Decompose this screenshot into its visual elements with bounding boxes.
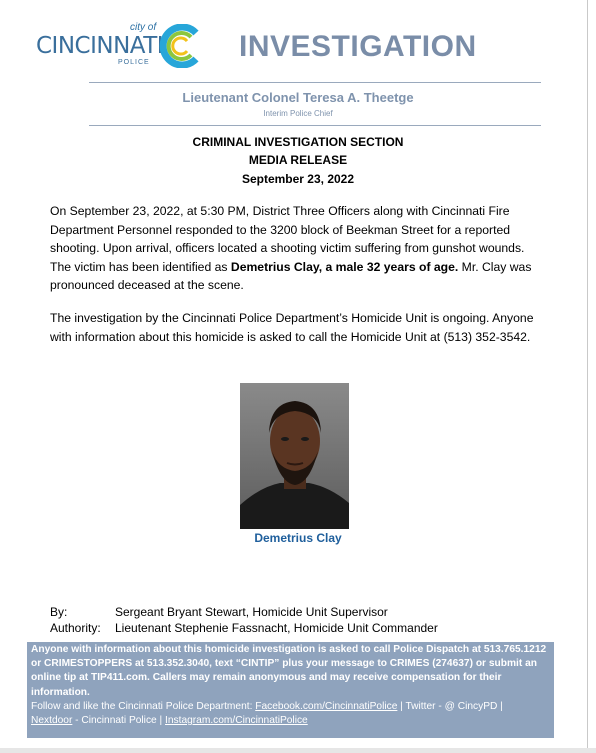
nextdoor-link[interactable]: Nextdoor bbox=[31, 715, 73, 727]
portrait-image bbox=[240, 383, 349, 529]
footer-line bbox=[31, 657, 551, 671]
footer-social-line bbox=[31, 714, 551, 728]
signature-authority bbox=[50, 621, 438, 635]
paragraph-line: with information about this homicide is asked to call the Homicide Unit at (513) 352-3542. bbox=[50, 329, 531, 344]
page-title: INVESTIGATION bbox=[239, 30, 477, 63]
chief-title: Interim Police Chief bbox=[263, 109, 333, 118]
victim-followup: Mr. Clay was bbox=[458, 259, 532, 274]
paragraph-line bbox=[50, 258, 550, 277]
header-divider bbox=[89, 125, 541, 126]
chief-name: Lieutenant Colonel Teresa A. Theetge bbox=[182, 90, 414, 105]
signature-by bbox=[50, 605, 388, 619]
authority-value: Lieutenant Stephenie Fassnacht, Homicide Unit Commander bbox=[115, 621, 438, 635]
footer-line bbox=[31, 686, 551, 700]
logo-name: CINCINNATI bbox=[36, 33, 164, 59]
nextdoor-text: - Cincinnati Police | bbox=[72, 715, 166, 727]
footer-tip-line: information. bbox=[31, 686, 90, 698]
footer-line bbox=[31, 671, 551, 685]
twitter-handle-link[interactable]: CincyPD bbox=[457, 700, 498, 712]
section-heading: CRIMINAL INVESTIGATION SECTION bbox=[192, 135, 404, 149]
footer-tip-line: or CRIMESTOPPERS at 513.352.3040, text “CINTIP” plus your message to CRIMES (274637) or submit an bbox=[31, 658, 537, 670]
by-value: Sergeant Bryant Stewart, Homicide Unit Supervisor bbox=[115, 605, 388, 619]
photo-caption: Demetrius Clay bbox=[254, 531, 342, 545]
twitter-label: | Twitter - @ bbox=[397, 700, 458, 712]
victim-intro: The victim has been identified as bbox=[50, 259, 231, 274]
footer-social-line bbox=[31, 700, 551, 714]
facebook-link[interactable]: Facebook.com/CincinnatiPolice bbox=[255, 700, 398, 712]
cincinnati-police-logo bbox=[36, 22, 211, 70]
logo-police: POLICE bbox=[118, 59, 150, 66]
footer-tip-line: online tip at TIP411.com. Callers may remain anonymous and may receive compensation for their bbox=[31, 672, 502, 684]
logo-c-mark-icon bbox=[158, 24, 204, 68]
paragraph-line: pronounced deceased at the scene. bbox=[50, 278, 244, 293]
victim-identity: Demetrius Clay, a male 32 years of age. bbox=[230, 259, 459, 274]
footer-line bbox=[31, 643, 551, 657]
instagram-link[interactable]: Instagram.com/CincinnatiPolice bbox=[165, 715, 308, 727]
by-label: By: bbox=[50, 605, 68, 619]
victim-photo bbox=[240, 383, 349, 529]
authority-label: Authority: bbox=[50, 621, 101, 635]
paragraph-line: On September 23, 2022, at 5:30 PM, District Three Officers along with Cincinnati Fire bbox=[50, 204, 510, 218]
paragraph-line: shooting. Upon arrival, officers located a shooting victim suffering from gunshot wounds. bbox=[50, 241, 525, 256]
paragraph-line: Department Personnel responded to the 3200 block of Beekman Street for a reported bbox=[50, 222, 511, 237]
header-divider bbox=[89, 82, 541, 83]
incident-paragraph bbox=[50, 202, 550, 295]
follow-text: Follow and like the Cincinnati Police Department: bbox=[31, 700, 256, 712]
footer-text bbox=[31, 643, 551, 728]
investigation-paragraph bbox=[50, 309, 550, 346]
release-type: MEDIA RELEASE bbox=[248, 153, 348, 167]
footer-tip-line: Anyone with information about this homicide investigation is asked to call Police Dispatch at 513.765.1212 bbox=[31, 644, 547, 655]
release-date: September 23, 2022 bbox=[241, 172, 355, 186]
logo-city-of: city of bbox=[130, 22, 157, 33]
separator: | bbox=[497, 700, 503, 712]
page-bottom-edge bbox=[0, 748, 596, 753]
paragraph-line: The investigation by the Cincinnati Police Department’s Homicide Unit is ongoing. Anyone bbox=[50, 311, 534, 325]
